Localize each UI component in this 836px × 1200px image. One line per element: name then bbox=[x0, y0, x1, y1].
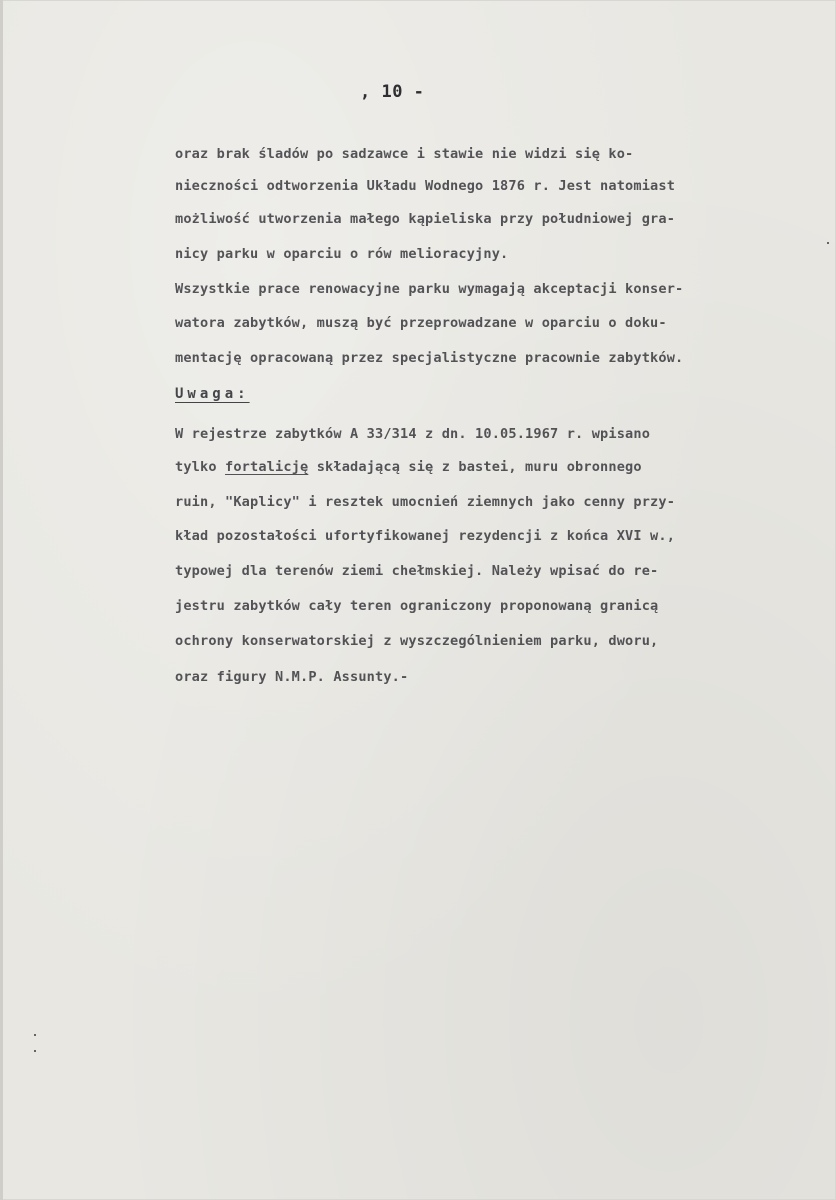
note-text: składającą się z bastei, muru obronnego bbox=[308, 459, 642, 475]
note-line: jestru zabytków cały teren ograniczony proponowaną granicą bbox=[175, 598, 659, 614]
paragraph-line: watora zabytków, muszą być przeprowadzane w oparciu o doku- bbox=[175, 315, 667, 331]
note-line: W rejestrze zabytków A 33/314 z dn. 10.05.1967 r. wpisano bbox=[175, 426, 651, 442]
paragraph-line: nieczności odtworzenia Układu Wodnego 1876 r. Jest natomiast bbox=[175, 178, 676, 194]
note-text: tylko bbox=[175, 459, 226, 475]
note-heading: Uwaga: bbox=[175, 386, 250, 402]
note-line: kład pozostałości ufortyfikowanej rezydencji z końca XVI w., bbox=[175, 528, 676, 544]
page-number: , 10 - bbox=[360, 82, 425, 102]
paper-speck bbox=[34, 1034, 36, 1036]
page-edge bbox=[0, 0, 3, 1200]
paragraph-line: nicy parku w oparciu o rów melioracyjny. bbox=[175, 246, 509, 262]
paragraph-line: oraz brak śladów po sadzawce i stawie nie widzi się ko- bbox=[175, 146, 634, 162]
note-line: oraz figury N.M.P. Assunty.- bbox=[175, 669, 409, 685]
paragraph-line: możliwość utworzenia małego kąpieliska przy południowej gra- bbox=[175, 211, 676, 227]
note-line: ruin, "Kaplicy" i resztek umocnień ziemnych jako cenny przy- bbox=[175, 494, 676, 510]
paragraph-line: Wszystkie prace renowacyjne parku wymagają akceptacji konser- bbox=[175, 281, 684, 297]
paragraph-line: mentację opracowaną przez specjalistyczne pracownie zabytków. bbox=[175, 350, 684, 366]
underlined-term: fortalicję bbox=[225, 459, 309, 475]
note-line bbox=[175, 459, 642, 475]
note-line: typowej dla terenów ziemi chełmskiej. Należy wpisać do re- bbox=[175, 563, 659, 579]
note-line: ochrony konserwatorskiej z wyszczególnieniem parku, dworu, bbox=[175, 633, 659, 649]
paper-speck bbox=[34, 1050, 36, 1052]
paper-speck bbox=[827, 242, 829, 244]
